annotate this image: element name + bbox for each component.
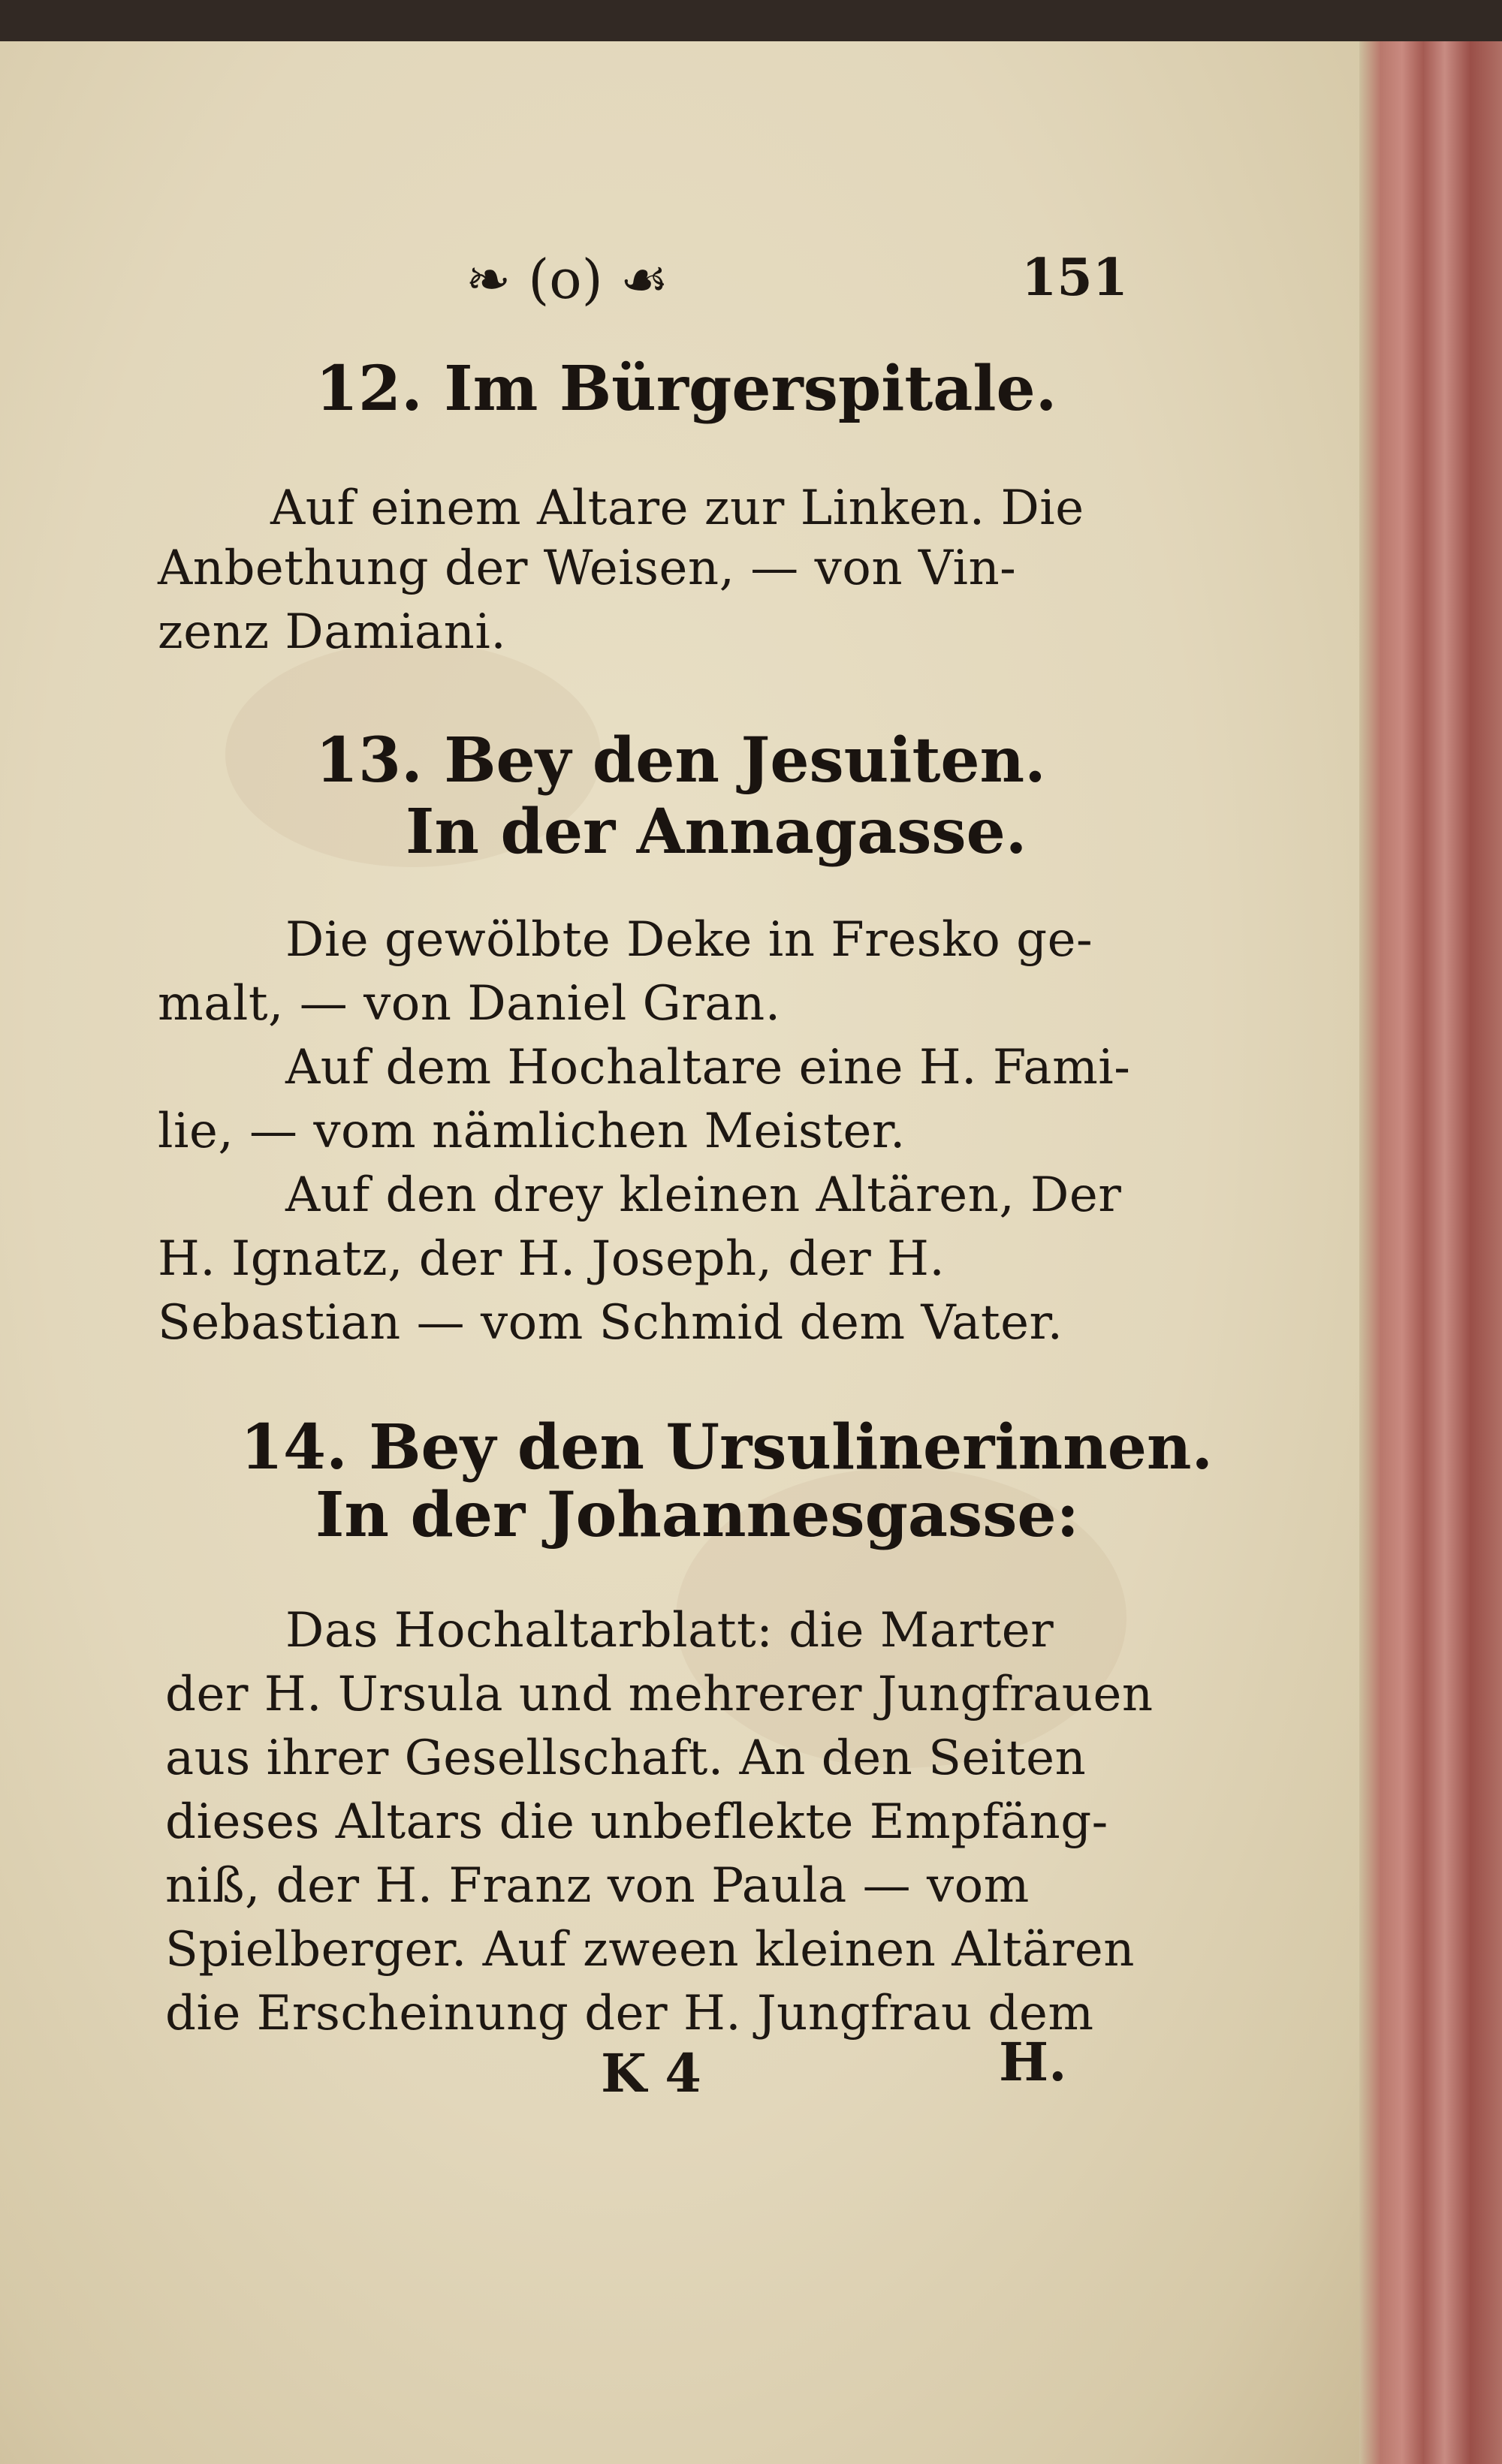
catchword: H.	[999, 2031, 1067, 2093]
text-line: die Erscheinung der H. Jungfrau dem	[165, 1986, 1094, 2041]
signature-mark: K 4	[601, 2042, 701, 2104]
running-head	[466, 248, 668, 311]
text-line: malt, — von Daniel Gran.	[158, 976, 781, 1032]
text-line: H. Ignatz, der H. Joseph, der H.	[158, 1231, 946, 1287]
page-number: 151	[1021, 248, 1128, 308]
text-line: Das Hochaltarblatt: die Marter	[285, 1603, 1054, 1658]
running-head-text: (o)	[528, 248, 603, 311]
section-heading: 13. Bey den Jesuiten.	[315, 724, 1046, 797]
text-line: dieses Altars die unbeflekte Empfäng-	[165, 1794, 1108, 1850]
ornament-left-icon: ❧	[466, 248, 529, 311]
text-line: Die gewölbte Deke in Fresko ge-	[285, 912, 1093, 968]
text-line: Auf einem Altare zur Linken. Die	[270, 480, 1084, 536]
text-line: niß, der H. Franz von Paula — vom	[165, 1858, 1030, 1914]
ornament-right-icon: ☙	[602, 248, 669, 311]
book-top-edge	[0, 0, 1502, 45]
section-sub-heading: In der Johannesgasse:	[315, 1479, 1079, 1551]
page-edges	[1359, 41, 1502, 2464]
text-line: lie, — vom nämlichen Meister.	[158, 1104, 906, 1159]
section-heading: 14. Bey den Ursulinerinnen.	[240, 1411, 1214, 1484]
text-line: aus ihrer Gesellschaft. An den Seiten	[165, 1731, 1087, 1786]
text-line: Auf den drey kleinen Altären, Der	[285, 1167, 1122, 1223]
text-line: Anbethung der Weisen, — von Vin-	[158, 541, 1017, 596]
text-line: Spielberger. Auf zween kleinen Altären	[165, 1922, 1135, 1978]
text-line: Auf dem Hochaltare eine H. Fami-	[285, 1040, 1131, 1095]
text-line: der H. Ursula und mehrerer Jungfrauen	[165, 1667, 1154, 1722]
section-heading: 12. Im Bürgerspitale.	[315, 353, 1057, 425]
text-line: Sebastian — vom Schmid dem Vater.	[158, 1295, 1063, 1351]
text-line: zenz Damiani.	[158, 604, 507, 660]
section-sub-heading: In der Annagasse.	[406, 796, 1027, 868]
